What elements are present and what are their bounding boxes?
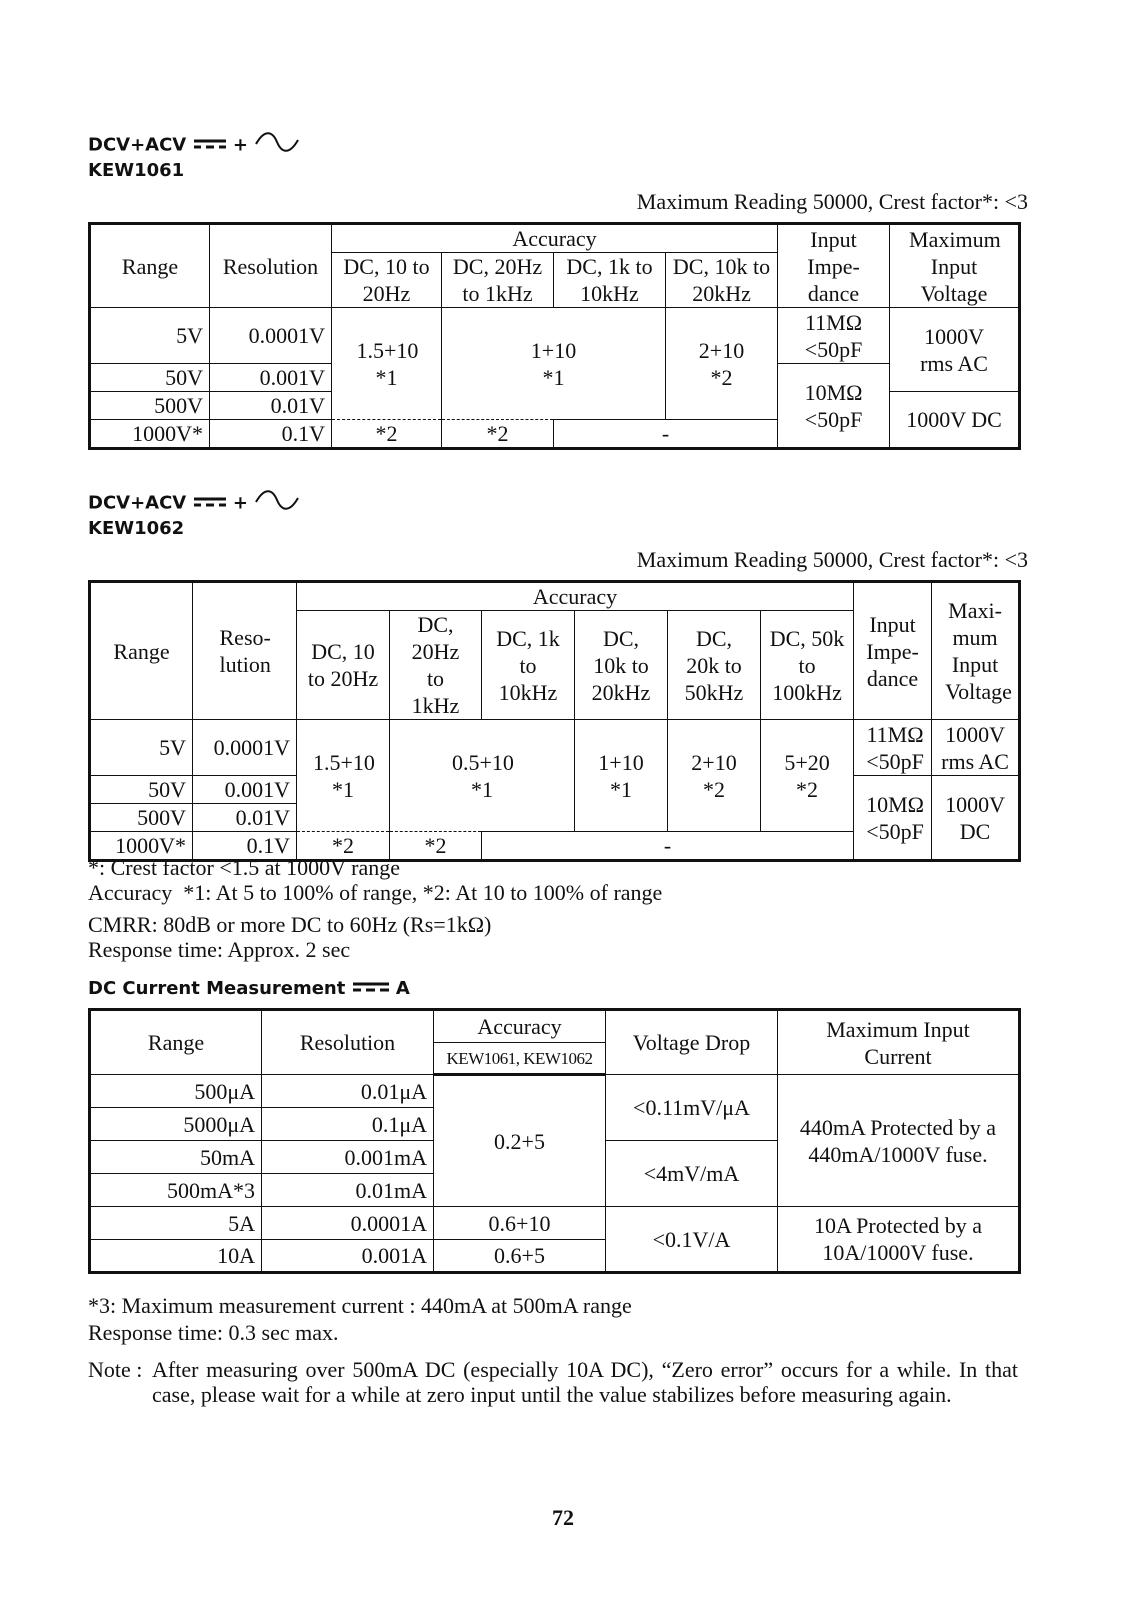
accuracy-cell: 0.6+10 <box>434 1207 606 1240</box>
dcv-acv-kew1061-table <box>88 222 1021 450</box>
section-title-text: DCV+ACV <box>88 492 187 514</box>
resolution-cell: 0.1V <box>193 832 297 861</box>
section-title-dcv-acv-2 <box>88 490 300 541</box>
max-voltage-cell: 1000V DC <box>890 392 1020 449</box>
resolution-cell: 0.0001V <box>210 308 332 364</box>
resolution-cell: 0.01V <box>210 392 332 420</box>
accuracy-cell: 0.2+5 <box>434 1075 606 1207</box>
voltage-drop-cell: <0.11mV/μA <box>606 1075 778 1141</box>
header-resolution: Resolution <box>210 224 332 308</box>
section-title-text: DC Current Measurement <box>88 978 346 999</box>
range-cell: 5V <box>90 308 210 364</box>
range-cell: 500V <box>90 804 193 832</box>
voltage-drop-cell: <4mV/mA <box>606 1141 778 1207</box>
accuracy-cell: 2+10 *2 <box>666 308 778 420</box>
range-cell: 500mA*3 <box>90 1174 262 1207</box>
accuracy-note: Accuracy *1: At 5 to 100% of range, *2: At 10 to 100% of range <box>88 880 663 905</box>
header-freq-5: DC, 20k to 50kHz <box>668 611 761 720</box>
header-range: Range <box>90 224 210 308</box>
max-current-cell: 10A Protected by a 10A/1000V fuse. <box>778 1207 1020 1273</box>
accuracy-cell: 1+10 *1 <box>442 308 666 420</box>
accuracy-cell: *2 <box>332 420 442 449</box>
dcv-acv-kew1062-table <box>88 580 1021 862</box>
resolution-cell: 0.001V <box>193 776 297 804</box>
header-freq-1: DC, 10 to 20Hz <box>332 253 442 308</box>
accuracy-cell: - <box>554 420 778 449</box>
header-input-impedance: Input Impe- dance <box>854 582 932 720</box>
page-number: 72 <box>552 1505 574 1530</box>
max-voltage-cell: 1000V rms AC <box>890 308 1020 392</box>
unit-label: A <box>395 978 410 999</box>
range-cell: 500V <box>90 392 210 420</box>
header-freq-3: DC, 1k to 10kHz <box>554 253 666 308</box>
header-range: Range <box>90 1010 262 1075</box>
accuracy-cell: *2 <box>390 832 482 861</box>
resolution-cell: 0.001V <box>210 364 332 392</box>
ac-symbol-icon <box>254 132 300 159</box>
resolution-cell: 0.001mA <box>262 1141 434 1174</box>
max-current-cell: 440mA Protected by a 440mA/1000V fuse. <box>778 1075 1020 1207</box>
header-freq-1: DC, 10 to 20Hz <box>297 611 390 720</box>
header-max-input-current: Maximum Input Current <box>778 1010 1020 1075</box>
header-accuracy: Accuracy <box>434 1010 606 1043</box>
range-cell: 5V <box>90 720 193 776</box>
response-time-note: Response time: 0.3 sec max. <box>88 1320 339 1345</box>
impedance-cell: 11MΩ <50pF <box>854 720 932 776</box>
resolution-cell: 0.0001A <box>262 1207 434 1240</box>
header-voltage-drop: Voltage Drop <box>606 1010 778 1075</box>
resolution-cell: 0.01μA <box>262 1075 434 1108</box>
resolution-cell: 0.01V <box>193 804 297 832</box>
section-title-dc-current <box>88 977 410 1001</box>
cmrr-note: CMRR: 80dB or more DC to 60Hz (Rs=1kΩ) <box>88 912 492 937</box>
header-accuracy-models: KEW1061, KEW1062 <box>434 1043 606 1075</box>
range-cell: 5A <box>90 1207 262 1240</box>
resolution-cell: 0.001A <box>262 1240 434 1273</box>
range-cell: 10A <box>90 1240 262 1273</box>
resolution-cell: 0.0001V <box>193 720 297 776</box>
range-cell: 5000μA <box>90 1108 262 1141</box>
header-freq-6: DC, 50k to 100kHz <box>761 611 854 720</box>
header-freq-2: DC, 20Hz to 1kHz <box>390 611 482 720</box>
dc-symbol-icon <box>193 492 227 516</box>
max-current-note: *3: Maximum measurement current : 440mA at 500mA range <box>88 1293 632 1318</box>
max-voltage-cell: 1000V rms AC <box>932 720 1020 776</box>
accuracy-cell: 0.6+5 <box>434 1240 606 1273</box>
accuracy-cell: *2 <box>297 832 390 861</box>
crest-factor-note: *: Crest factor <1.5 at 1000V range <box>88 855 400 880</box>
header-resolution: Reso- lution <box>193 582 297 720</box>
max-reading-text: Maximum Reading 50000, Crest factor*: <3 <box>636 547 1028 572</box>
range-cell: 50V <box>90 364 210 392</box>
accuracy-cell: 1.5+10 *1 <box>297 720 390 832</box>
model-name: KEW1062 <box>88 518 185 539</box>
accuracy-cell: 1+10 *1 <box>575 720 668 832</box>
max-reading-text: Maximum Reading 50000, Crest factor*: <3 <box>636 189 1028 214</box>
plus-sign: + <box>232 134 248 156</box>
accuracy-cell: *2 <box>442 420 554 449</box>
accuracy-cell: 2+10 *2 <box>668 720 761 832</box>
ac-symbol-icon <box>254 490 300 517</box>
header-freq-3: DC, 1k to 10kHz <box>482 611 575 720</box>
header-resolution: Resolution <box>262 1010 434 1075</box>
impedance-cell: 11MΩ <50pF <box>778 308 890 364</box>
range-cell: 500μA <box>90 1075 262 1108</box>
header-freq-2: DC, 20Hz to 1kHz <box>442 253 554 308</box>
header-accuracy: Accuracy <box>297 582 854 611</box>
dc-current-table <box>88 1008 1021 1274</box>
resolution-cell: 0.01mA <box>262 1174 434 1207</box>
range-cell: 1000V* <box>90 420 210 449</box>
header-freq-4: DC, 10k to 20kHz <box>575 611 668 720</box>
range-cell: 50mA <box>90 1141 262 1174</box>
range-cell: 50V <box>90 776 193 804</box>
note-text: After measuring over 500mA DC (especially 10A DC), “Zero error” occurs for a while. In that case, please wait for a while at zero input until the value stabilizes before measuring again. <box>152 1357 1018 1407</box>
accuracy-cell: 1.5+10 *1 <box>332 308 442 420</box>
header-input-impedance: Input Impe- dance <box>778 224 890 308</box>
range-cell: 1000V* <box>90 832 193 861</box>
max-voltage-cell: 1000V DC <box>932 776 1020 861</box>
voltage-drop-cell: <0.1V/A <box>606 1207 778 1273</box>
header-range: Range <box>90 582 193 720</box>
accuracy-cell: 5+20 *2 <box>761 720 854 832</box>
header-freq-4: DC, 10k to 20kHz <box>666 253 778 308</box>
resolution-cell: 0.1V <box>210 420 332 449</box>
note-label: Note : <box>88 1357 143 1382</box>
resolution-cell: 0.1μA <box>262 1108 434 1141</box>
model-name: KEW1061 <box>88 160 185 181</box>
dc-symbol-icon <box>352 977 390 1001</box>
impedance-cell: 10MΩ <50pF <box>854 776 932 861</box>
section-title-text: DCV+ACV <box>88 134 187 156</box>
header-max-input-voltage: Maxi- mum Input Voltage <box>932 582 1020 720</box>
response-time-note: Response time: Approx. 2 sec <box>88 937 351 962</box>
header-max-input-voltage: Maximum Input Voltage <box>890 224 1020 308</box>
accuracy-cell: 0.5+10 *1 <box>390 720 575 832</box>
accuracy-cell: - <box>482 832 854 861</box>
zero-error-note <box>88 1357 1018 1407</box>
impedance-cell: 10MΩ <50pF <box>778 364 890 449</box>
plus-sign: + <box>232 492 248 514</box>
header-accuracy: Accuracy <box>332 224 778 253</box>
section-title-dcv-acv-1 <box>88 132 300 183</box>
dc-symbol-icon <box>193 134 227 158</box>
